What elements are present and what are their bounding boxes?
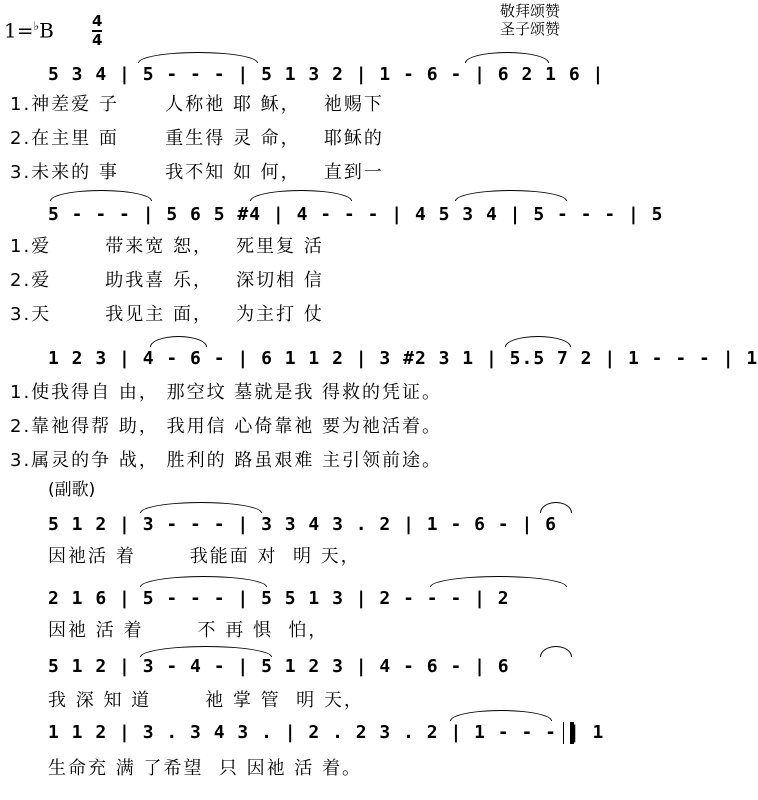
- lyric-line: 3.天 我见主 面， 为主打 仗: [10, 304, 324, 325]
- lyric-line: 3.未来的 事 我不知 如 何， 直到一: [10, 162, 384, 183]
- tie: [140, 576, 267, 587]
- tie: [50, 190, 152, 201]
- notation-line: 1 1 2 | 3 . 3 4 3 . | 2 . 2 3 . 2 | 1 - - - | 1: [48, 722, 605, 743]
- time-signature: 4 4: [92, 12, 103, 49]
- lyric-line: 1.爱 带来宽 恕， 死里复 活: [10, 236, 324, 257]
- lyric-line: 2.靠祂得帮 助， 我用信 心倚靠祂 要为祂活着。: [10, 416, 443, 437]
- notation-line: 5 3 4 | 5 - - - | 5 1 3 2 | 1 - 6 - | 6 2 1 6 |: [48, 64, 605, 85]
- tie: [150, 336, 207, 347]
- notation-line: 2 1 6 | 5 - - - | 5 5 1 3 | 2 - - - | 2: [48, 588, 510, 609]
- tie: [140, 502, 262, 513]
- notation-line: 1 2 3 | 4 - 6 - | 6 1 1 2 | 3 #2 3 1 | 5.5 7 2 | 1 - - - | 1: [48, 348, 758, 369]
- lyric-line: 因祂活 着 我能面 对 明 天，: [48, 546, 361, 567]
- lyric-line: 我 深 知 道 祂 掌 管 明 天，: [48, 690, 364, 711]
- lyric-line: 1.使我得自 由， 那空坟 墓就是我 得救的凭证。: [10, 382, 443, 403]
- final-barline: [563, 722, 574, 744]
- tie: [250, 190, 352, 201]
- lyric-line: 3.属灵的争 战， 胜利的 路虽艰难 主引领前途。: [10, 450, 443, 471]
- credit-line-1: 敬拜颂赞: [499, 2, 560, 20]
- tie: [455, 190, 567, 201]
- tie: [465, 52, 549, 63]
- tie: [138, 52, 258, 63]
- notation-line: 5 1 2 | 3 - 4 - | 5 1 2 3 | 4 - 6 - | 6: [48, 656, 510, 677]
- key-signature: 1=♭B: [4, 18, 54, 43]
- notation-line: 5 1 2 | 3 - - - | 3 3 4 3 . 2 | 1 - 6 - | 6: [48, 514, 557, 535]
- tie: [430, 576, 567, 587]
- tie: [450, 710, 552, 721]
- lyric-line: 2.爱 助我喜 乐， 深切相 信: [10, 270, 324, 291]
- lyric-line: 1.神差爱 子 人称祂 耶 稣， 祂赐下: [10, 94, 384, 115]
- lyric-line: 2.在主里 面 重生得 灵 命， 耶稣的: [10, 128, 384, 149]
- lyric-line: 因祂 活 着 不 再 惧 怕，: [48, 620, 329, 641]
- chorus-label: (副歌): [48, 480, 96, 500]
- lyric-line: 生命充 满 了希望 只 因祂 活 着。: [48, 758, 363, 779]
- credit-line-2: 圣子颂赞: [499, 20, 560, 38]
- notation-line: 5 - - - | 5 6 5 #4 | 4 - - - | 4 5 3 4 | 5 - - - | 5: [48, 204, 664, 225]
- tie: [505, 336, 571, 347]
- tie: [540, 502, 572, 513]
- tie: [540, 646, 572, 657]
